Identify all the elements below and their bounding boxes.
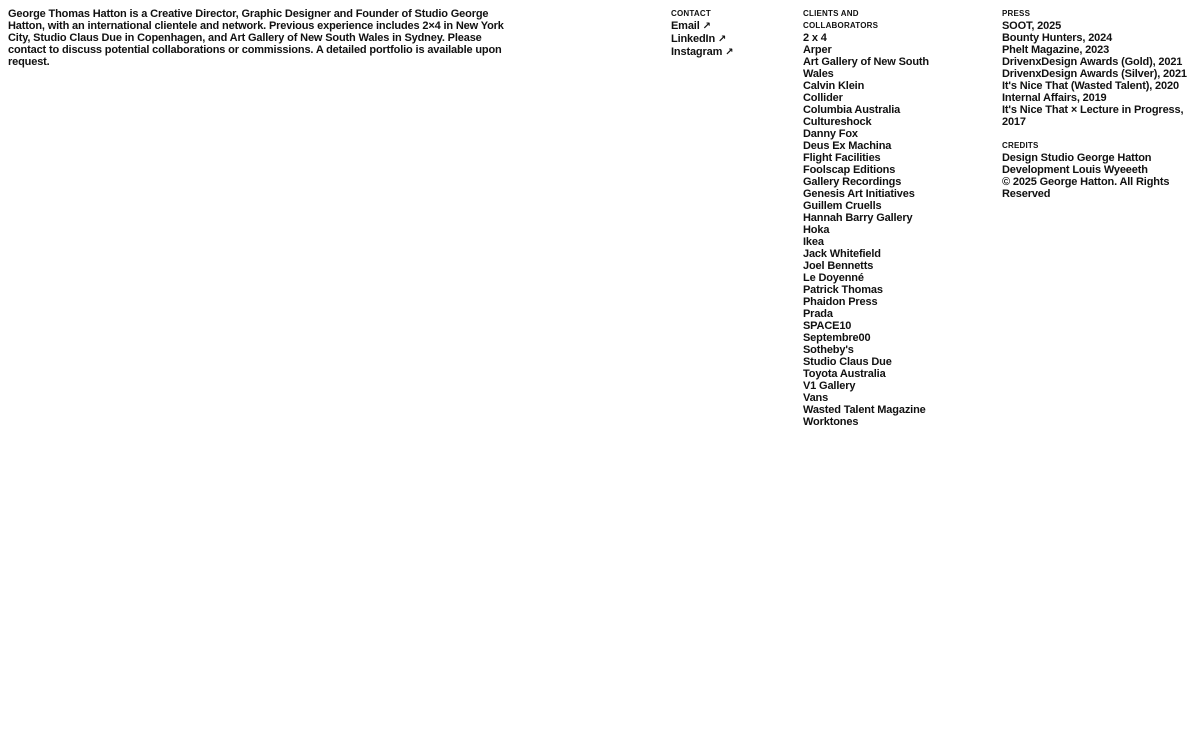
clients-list [803,32,933,428]
external-arrow-icon: ↗ [702,21,711,32]
list-item: Phelt Magazine, 2023 [1002,44,1110,56]
list-item: SPACE10 [803,320,852,332]
clients-heading [803,8,933,32]
clients-heading-line1: CLIENTS AND [803,9,859,18]
credits-section [1002,140,1194,200]
credits-design: Design Studio George Hatton [1002,152,1152,164]
list-item: Foolscap Editions [803,164,896,176]
press-heading: PRESS [1002,9,1031,18]
credits-heading: CREDITS [1002,141,1039,150]
list-item: Joel Bennetts [803,260,874,272]
list-item: Septembre00 [803,332,871,344]
list-item: Flight Facilities [803,152,881,164]
copyright-notice: © 2025 George Hatton. All Rights Reserved [1002,176,1170,200]
list-item: Sotheby's [803,344,854,356]
intro-text: George Thomas Hatton is a Creative Director, Graphic Designer and Founder of Studio George Hatton, with an international clientele and network. Previous experience includes 2×4 in New York City, Studio Claus Due in Copenhagen, and Art Gallery of New South Wales in Sydney. Please contact to discuss potential collaborations or commissions. A detailed portfolio is available upon request. [8,8,504,68]
list-item: SOOT, 2025 [1002,20,1062,32]
list-item: Phaidon Press [803,296,878,308]
press-section [1002,8,1194,200]
list-item: Collider [803,92,843,104]
list-item: Arper [803,44,832,56]
list-item: Art Gallery of New South Wales [803,56,929,80]
list-item: Bounty Hunters, 2024 [1002,32,1113,44]
list-item: Gallery Recordings [803,176,902,188]
linkedin-link[interactable] [671,33,781,46]
press-list [1002,20,1194,128]
list-item: Studio Claus Due [803,356,892,368]
instagram-link-label: Instagram [671,46,723,58]
list-item: Vans [803,392,829,404]
list-item: Guillem Cruells [803,200,882,212]
external-arrow-icon: ↗ [718,34,727,45]
list-item: It's Nice That (Wasted Talent), 2020 [1002,80,1179,92]
list-item: Columbia Australia [803,104,901,116]
list-item: Worktones [803,416,859,428]
list-item: Internal Affairs, 2019 [1002,92,1107,104]
list-item: 2 x 4 [803,32,827,44]
list-item: It's Nice That × Lecture in Progress, 2017 [1002,104,1184,128]
external-arrow-icon: ↗ [725,47,734,58]
instagram-link[interactable] [671,46,781,59]
contact-section [671,8,781,59]
list-item: Jack Whitefield [803,248,881,260]
list-item: Danny Fox [803,128,858,140]
list-item: DrivenxDesign Awards (Gold), 2021 [1002,56,1183,68]
list-item: Patrick Thomas [803,284,883,296]
linkedin-link-label: LinkedIn [671,33,716,45]
list-item: Wasted Talent Magazine [803,404,926,416]
intro-paragraph [8,8,518,68]
list-item: V1 Gallery [803,380,856,392]
email-link[interactable] [671,20,781,33]
list-item: Toyota Australia [803,368,886,380]
list-item: DrivenxDesign Awards (Silver), 2021 [1002,68,1187,80]
list-item: Hoka [803,224,830,236]
list-item: Le Doyenné [803,272,864,284]
credits-development: Development Louis Wyeeeth [1002,164,1148,176]
email-link-label: Email [671,20,700,32]
contact-heading: CONTACT [671,9,711,18]
list-item: Calvin Klein [803,80,865,92]
clients-section [803,8,933,428]
list-item: Genesis Art Initiatives [803,188,915,200]
list-item: Prada [803,308,833,320]
list-item: Cultureshock [803,116,872,128]
list-item: Ikea [803,236,824,248]
list-item: Hannah Barry Gallery [803,212,913,224]
clients-heading-line2: COLLABORATORS [803,21,879,30]
list-item: Deus Ex Machina [803,140,892,152]
